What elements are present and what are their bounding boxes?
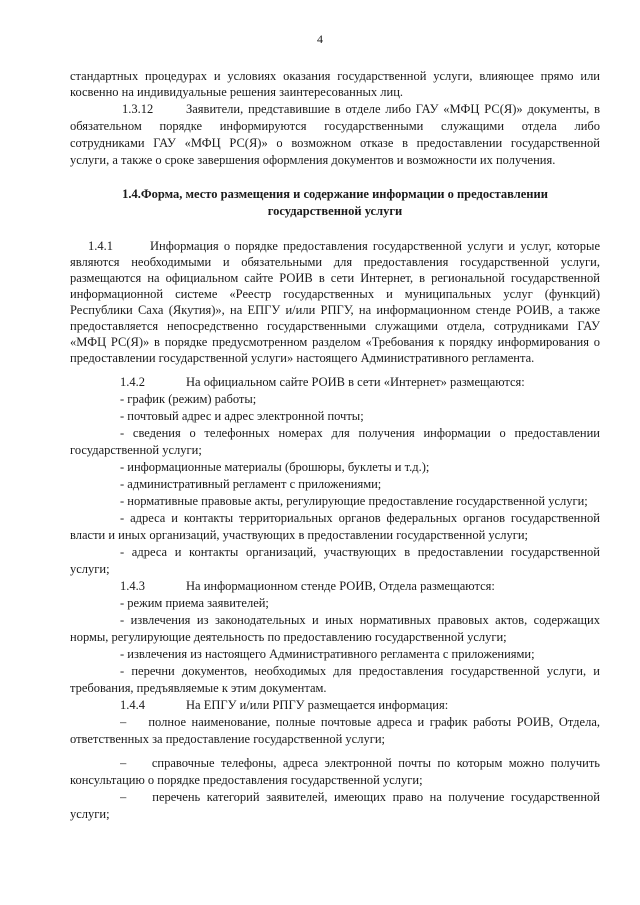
list-item: – справочные телефоны, адреса электронной почты по которым можно получить xyxy=(120,756,600,770)
text-line: являются необходимыми и обязательными для предоставления государственной услуги, xyxy=(70,255,600,269)
text-line: информационной системе «Реестр государственных и муниципальных услуг (функций) xyxy=(70,287,600,301)
text-line: консультацию о порядке предоставления государственной услуги; xyxy=(70,773,423,787)
section-heading: 1.4.Форма, место размещения и содержание информации о предоставлении xyxy=(122,187,548,201)
text-line: На информационном стенде РОИВ, Отдела размещаются: xyxy=(186,579,495,593)
text-line: косвенно на индивидуальные решения заинтересованных лиц. xyxy=(70,85,404,99)
list-item: - адреса и контакты территориальных органов федеральных органов государственной xyxy=(120,511,600,525)
section-number: 1.4.4 xyxy=(120,698,145,712)
text-line: государственной услуги; xyxy=(70,443,202,457)
text-line: ответственных за предоставление государственной услуги; xyxy=(70,732,386,746)
list-item: - почтовый адрес и адрес электронной почты; xyxy=(120,409,364,423)
section-heading: государственной услуги xyxy=(267,204,403,218)
text-line: размещаются на официальном сайте РОИВ в сети Интернет, в региональной государственной xyxy=(70,271,600,285)
text-line: требования, предъявляемые к этим документам. xyxy=(70,681,327,695)
text-line: предоставлении государственной услуги» настоящего Административного регламента. xyxy=(70,351,535,365)
list-item: – перечень категорий заявителей, имеющих право на получение государственной xyxy=(120,790,600,804)
list-item: - извлечения из настоящего Административного регламента с приложениями; xyxy=(120,647,535,661)
list-item: - график (режим) работы; xyxy=(120,392,257,406)
section-number: 1.4.2 xyxy=(120,375,145,389)
list-item: - режим приема заявителей; xyxy=(120,596,269,610)
list-item: - административный регламент с приложениями; xyxy=(120,477,382,491)
list-item: - извлечения из законодательных и иных нормативных правовых актов, содержащих xyxy=(120,613,600,627)
text-line: «МФЦ РС(Я)» в порядке предусмотренном разделом «Требования к порядку информирования о xyxy=(70,335,600,349)
text-line: Информация о порядке предоставления государственной услуги и услуг, которые xyxy=(150,239,600,253)
list-item: - сведения о телефонных номерах для получения информации о предоставлении xyxy=(120,426,600,440)
list-item: - адреса и контакты организаций, участвующих в предоставлении государственной xyxy=(120,545,600,559)
text-line: сотрудниками ГАУ «МФЦ РС(Я)» о возможном отказе в предоставлении государственной xyxy=(70,136,600,150)
text-line: нормы, регулирующие деятельность по предоставлению государственной услуги; xyxy=(70,630,507,644)
text-line: услуги; xyxy=(70,807,110,821)
list-item: – полное наименование, полные почтовые адреса и график работы РОИВ, Отдела, xyxy=(120,715,600,729)
section-number: 1.4.1 xyxy=(88,239,113,253)
list-item: - информационные материалы (брошюры, буклеты и т.д.); xyxy=(120,460,430,474)
text-line: услуги; xyxy=(70,562,110,576)
text-line: На официальном сайте РОИВ в сети «Интернет» размещаются: xyxy=(186,375,525,389)
section-number: 1.4.3 xyxy=(120,579,145,593)
list-item: - перечни документов, необходимых для предоставления государственной услуги, и xyxy=(120,664,600,678)
list-item: - нормативные правовые акты, регулирующие предоставление государственной услуги; xyxy=(120,494,588,508)
text-line: Заявители, представившие в отделе либо ГАУ «МФЦ РС(Я)» документы, в xyxy=(186,102,600,116)
section-number: 1.3.12 xyxy=(122,102,154,116)
text-line: стандартных процедурах и условиях оказания государственной услуги, влияющее прямо или xyxy=(70,69,600,83)
page-number: 4 xyxy=(317,32,323,46)
text-line: предоставляется непосредственно государственными служащими отдела, сотрудниками ГАУ xyxy=(70,319,600,333)
text-line: услуги, а также о сроке завершения оформления документов и возможности их получения. xyxy=(70,153,556,167)
text-line: На ЕПГУ и/или РПГУ размещается информация: xyxy=(186,698,449,712)
text-line: Республики Саха (Якутия)», на ЕПГУ и/или РПГУ, на информационном стенде РОИВ, а также xyxy=(70,303,600,317)
text-line: обязательном порядке информируются государственными служащими отдела либо xyxy=(70,119,600,133)
text-line: власти и иных организаций, участвующих в предоставлении государственной услуги; xyxy=(70,528,529,542)
